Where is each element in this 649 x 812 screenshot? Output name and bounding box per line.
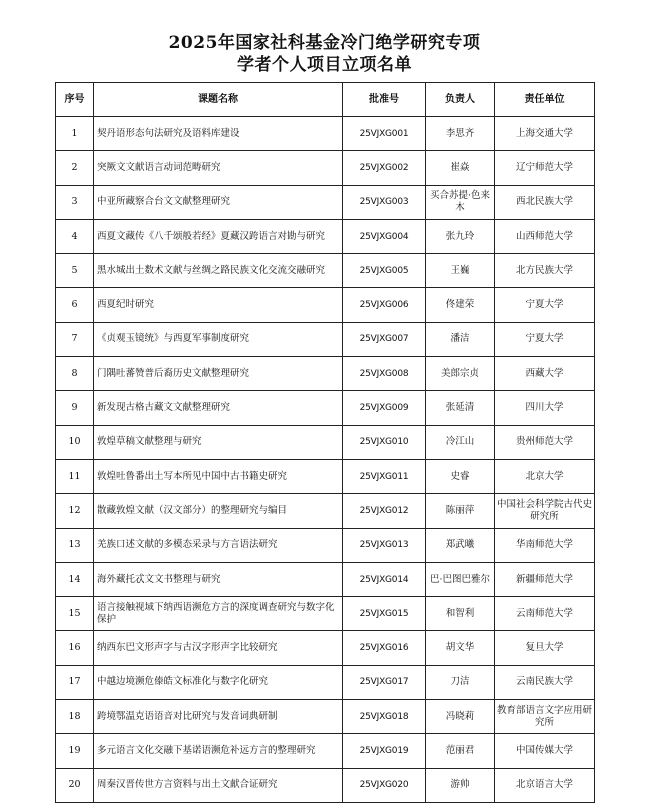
principal-investigator: 史睿	[426, 459, 495, 493]
principal-investigator: 张延清	[426, 391, 495, 425]
responsible-unit: 山西师范大学	[495, 219, 595, 253]
table-row	[56, 219, 595, 253]
responsible-unit: 华南师范大学	[495, 528, 595, 562]
table-row	[56, 322, 595, 356]
table-row	[56, 288, 595, 322]
approval-number: 25VJXG007	[343, 322, 426, 356]
project-title: 中亚所藏察合台文文献整理研究	[94, 185, 343, 219]
row-number: 1	[56, 117, 94, 151]
responsible-unit: 教育部语言文字应用研究所	[495, 700, 595, 734]
responsible-unit: 辽宁师范大学	[495, 151, 595, 185]
project-title: 西夏纪时研究	[94, 288, 343, 322]
responsible-unit: 四川大学	[495, 391, 595, 425]
row-number: 10	[56, 425, 94, 459]
row-number: 3	[56, 185, 94, 219]
header-title: 课题名称	[94, 83, 343, 117]
row-number: 5	[56, 254, 94, 288]
responsible-unit: 北京大学	[495, 459, 595, 493]
project-title: 语言接触视域下纳西语濒危方言的深度调查研究与数字化保护	[94, 597, 343, 631]
row-number: 20	[56, 768, 94, 802]
project-title: 黑水城出土数术文献与丝绸之路民族文化交流交融研究	[94, 254, 343, 288]
responsible-unit: 西藏大学	[495, 357, 595, 391]
project-title: 纳西东巴文形声字与古汉字形声字比较研究	[94, 631, 343, 665]
project-title: 跨境鄂温克语语音对比研究与发音词典研制	[94, 700, 343, 734]
row-number: 7	[56, 322, 94, 356]
approval-number: 25VJXG019	[343, 734, 426, 768]
row-number: 19	[56, 734, 94, 768]
approval-number: 25VJXG014	[343, 562, 426, 596]
row-number: 11	[56, 459, 94, 493]
approval-number: 25VJXG017	[343, 665, 426, 699]
approval-number: 25VJXG008	[343, 357, 426, 391]
principal-investigator: 美郎宗贞	[426, 357, 495, 391]
principal-investigator: 佟建荣	[426, 288, 495, 322]
header-id: 批准号	[343, 83, 426, 117]
project-title: 突厥文文献语言动词范畴研究	[94, 151, 343, 185]
approval-number: 25VJXG004	[343, 219, 426, 253]
principal-investigator: 游帅	[426, 768, 495, 802]
approval-number: 25VJXG020	[343, 768, 426, 802]
approval-number: 25VJXG003	[343, 185, 426, 219]
table-row	[56, 357, 595, 391]
approval-number: 25VJXG001	[343, 117, 426, 151]
table-row	[56, 185, 595, 219]
approval-number: 25VJXG009	[343, 391, 426, 425]
principal-investigator: 刀洁	[426, 665, 495, 699]
table-row	[56, 391, 595, 425]
row-number: 16	[56, 631, 94, 665]
table-row	[56, 254, 595, 288]
responsible-unit: 宁夏大学	[495, 322, 595, 356]
approval-number: 25VJXG011	[343, 459, 426, 493]
row-number: 12	[56, 494, 94, 528]
principal-investigator: 和智利	[426, 597, 495, 631]
project-title: 海外藏托忒文文书整理与研究	[94, 562, 343, 596]
table-row	[56, 528, 595, 562]
project-list-table	[55, 82, 595, 803]
approval-number: 25VJXG010	[343, 425, 426, 459]
project-title: 中越边境濒危傣皓文标准化与数字化研究	[94, 665, 343, 699]
project-title: 西夏文藏传《八千颂般若经》夏藏汉跨语言对勘与研究	[94, 219, 343, 253]
row-number: 2	[56, 151, 94, 185]
principal-investigator: 冯晓莉	[426, 700, 495, 734]
approval-number: 25VJXG015	[343, 597, 426, 631]
responsible-unit: 云南师范大学	[495, 597, 595, 631]
responsible-unit: 上海交通大学	[495, 117, 595, 151]
row-number: 15	[56, 597, 94, 631]
project-title: 门隅吐蕃赞普后裔历史文献整理研究	[94, 357, 343, 391]
responsible-unit: 中国社会科学院古代史研究所	[495, 494, 595, 528]
table-row	[56, 734, 595, 768]
principal-investigator: 王巍	[426, 254, 495, 288]
row-number: 4	[56, 219, 94, 253]
principal-investigator: 胡文华	[426, 631, 495, 665]
approval-number: 25VJXG016	[343, 631, 426, 665]
row-number: 9	[56, 391, 94, 425]
principal-investigator: 潘洁	[426, 322, 495, 356]
responsible-unit: 贵州师范大学	[495, 425, 595, 459]
row-number: 18	[56, 700, 94, 734]
table-row	[56, 597, 595, 631]
principal-investigator: 陈丽萍	[426, 494, 495, 528]
project-title: 敦煌草稿文献整理与研究	[94, 425, 343, 459]
approval-number: 25VJXG006	[343, 288, 426, 322]
table-row	[56, 665, 595, 699]
table-row	[56, 700, 595, 734]
approval-number: 25VJXG012	[343, 494, 426, 528]
principal-investigator: 郑武曦	[426, 528, 495, 562]
row-number: 8	[56, 357, 94, 391]
table-row	[56, 151, 595, 185]
header-person: 负责人	[426, 83, 495, 117]
page-title: 2025年国家社科基金冷门绝学研究专项	[168, 33, 481, 53]
responsible-unit: 北京语言大学	[495, 768, 595, 802]
principal-investigator: 范丽君	[426, 734, 495, 768]
table-row	[56, 631, 595, 665]
approval-number: 25VJXG002	[343, 151, 426, 185]
approval-number: 25VJXG013	[343, 528, 426, 562]
table-header-row	[56, 83, 595, 117]
responsible-unit: 中国传媒大学	[495, 734, 595, 768]
table-row	[56, 425, 595, 459]
project-title: 散藏敦煌文献（汉文部分）的整理研究与编目	[94, 494, 343, 528]
responsible-unit: 云南民族大学	[495, 665, 595, 699]
table-row	[56, 117, 595, 151]
principal-investigator: 崔焱	[426, 151, 495, 185]
table-row	[56, 768, 595, 802]
responsible-unit: 新疆师范大学	[495, 562, 595, 596]
project-title: 周秦汉晋传世方言资料与出土文献合证研究	[94, 768, 343, 802]
row-number: 13	[56, 528, 94, 562]
approval-number: 25VJXG005	[343, 254, 426, 288]
table-row	[56, 494, 595, 528]
row-number: 17	[56, 665, 94, 699]
principal-investigator: 张九玲	[426, 219, 495, 253]
table-body	[56, 117, 595, 803]
responsible-unit: 复旦大学	[495, 631, 595, 665]
row-number: 14	[56, 562, 94, 596]
header-unit: 责任单位	[495, 83, 595, 117]
principal-investigator: 李思齐	[426, 117, 495, 151]
header-no: 序号	[56, 83, 94, 117]
table-row	[56, 562, 595, 596]
project-title: 契丹语形态句法研究及语料库建设	[94, 117, 343, 151]
page-subtitle: 学者个人项目立项名单	[237, 55, 412, 75]
principal-investigator: 巴·巴图巴雅尔	[426, 562, 495, 596]
principal-investigator: 冷江山	[426, 425, 495, 459]
table-row	[56, 459, 595, 493]
project-title: 《贞观玉镜统》与西夏军事制度研究	[94, 322, 343, 356]
approval-number: 25VJXG018	[343, 700, 426, 734]
project-title: 新发现古格古藏文文献整理研究	[94, 391, 343, 425]
principal-investigator: 买合苏提·色来木	[426, 185, 495, 219]
responsible-unit: 西北民族大学	[495, 185, 595, 219]
responsible-unit: 宁夏大学	[495, 288, 595, 322]
project-title: 敦煌吐鲁番出土写本所见中国中古书籍史研究	[94, 459, 343, 493]
responsible-unit: 北方民族大学	[495, 254, 595, 288]
project-title: 羌族口述文献的多模态采录与方言语法研究	[94, 528, 343, 562]
row-number: 6	[56, 288, 94, 322]
project-title: 多元语言文化交融下基诺语濒危补远方言的整理研究	[94, 734, 343, 768]
